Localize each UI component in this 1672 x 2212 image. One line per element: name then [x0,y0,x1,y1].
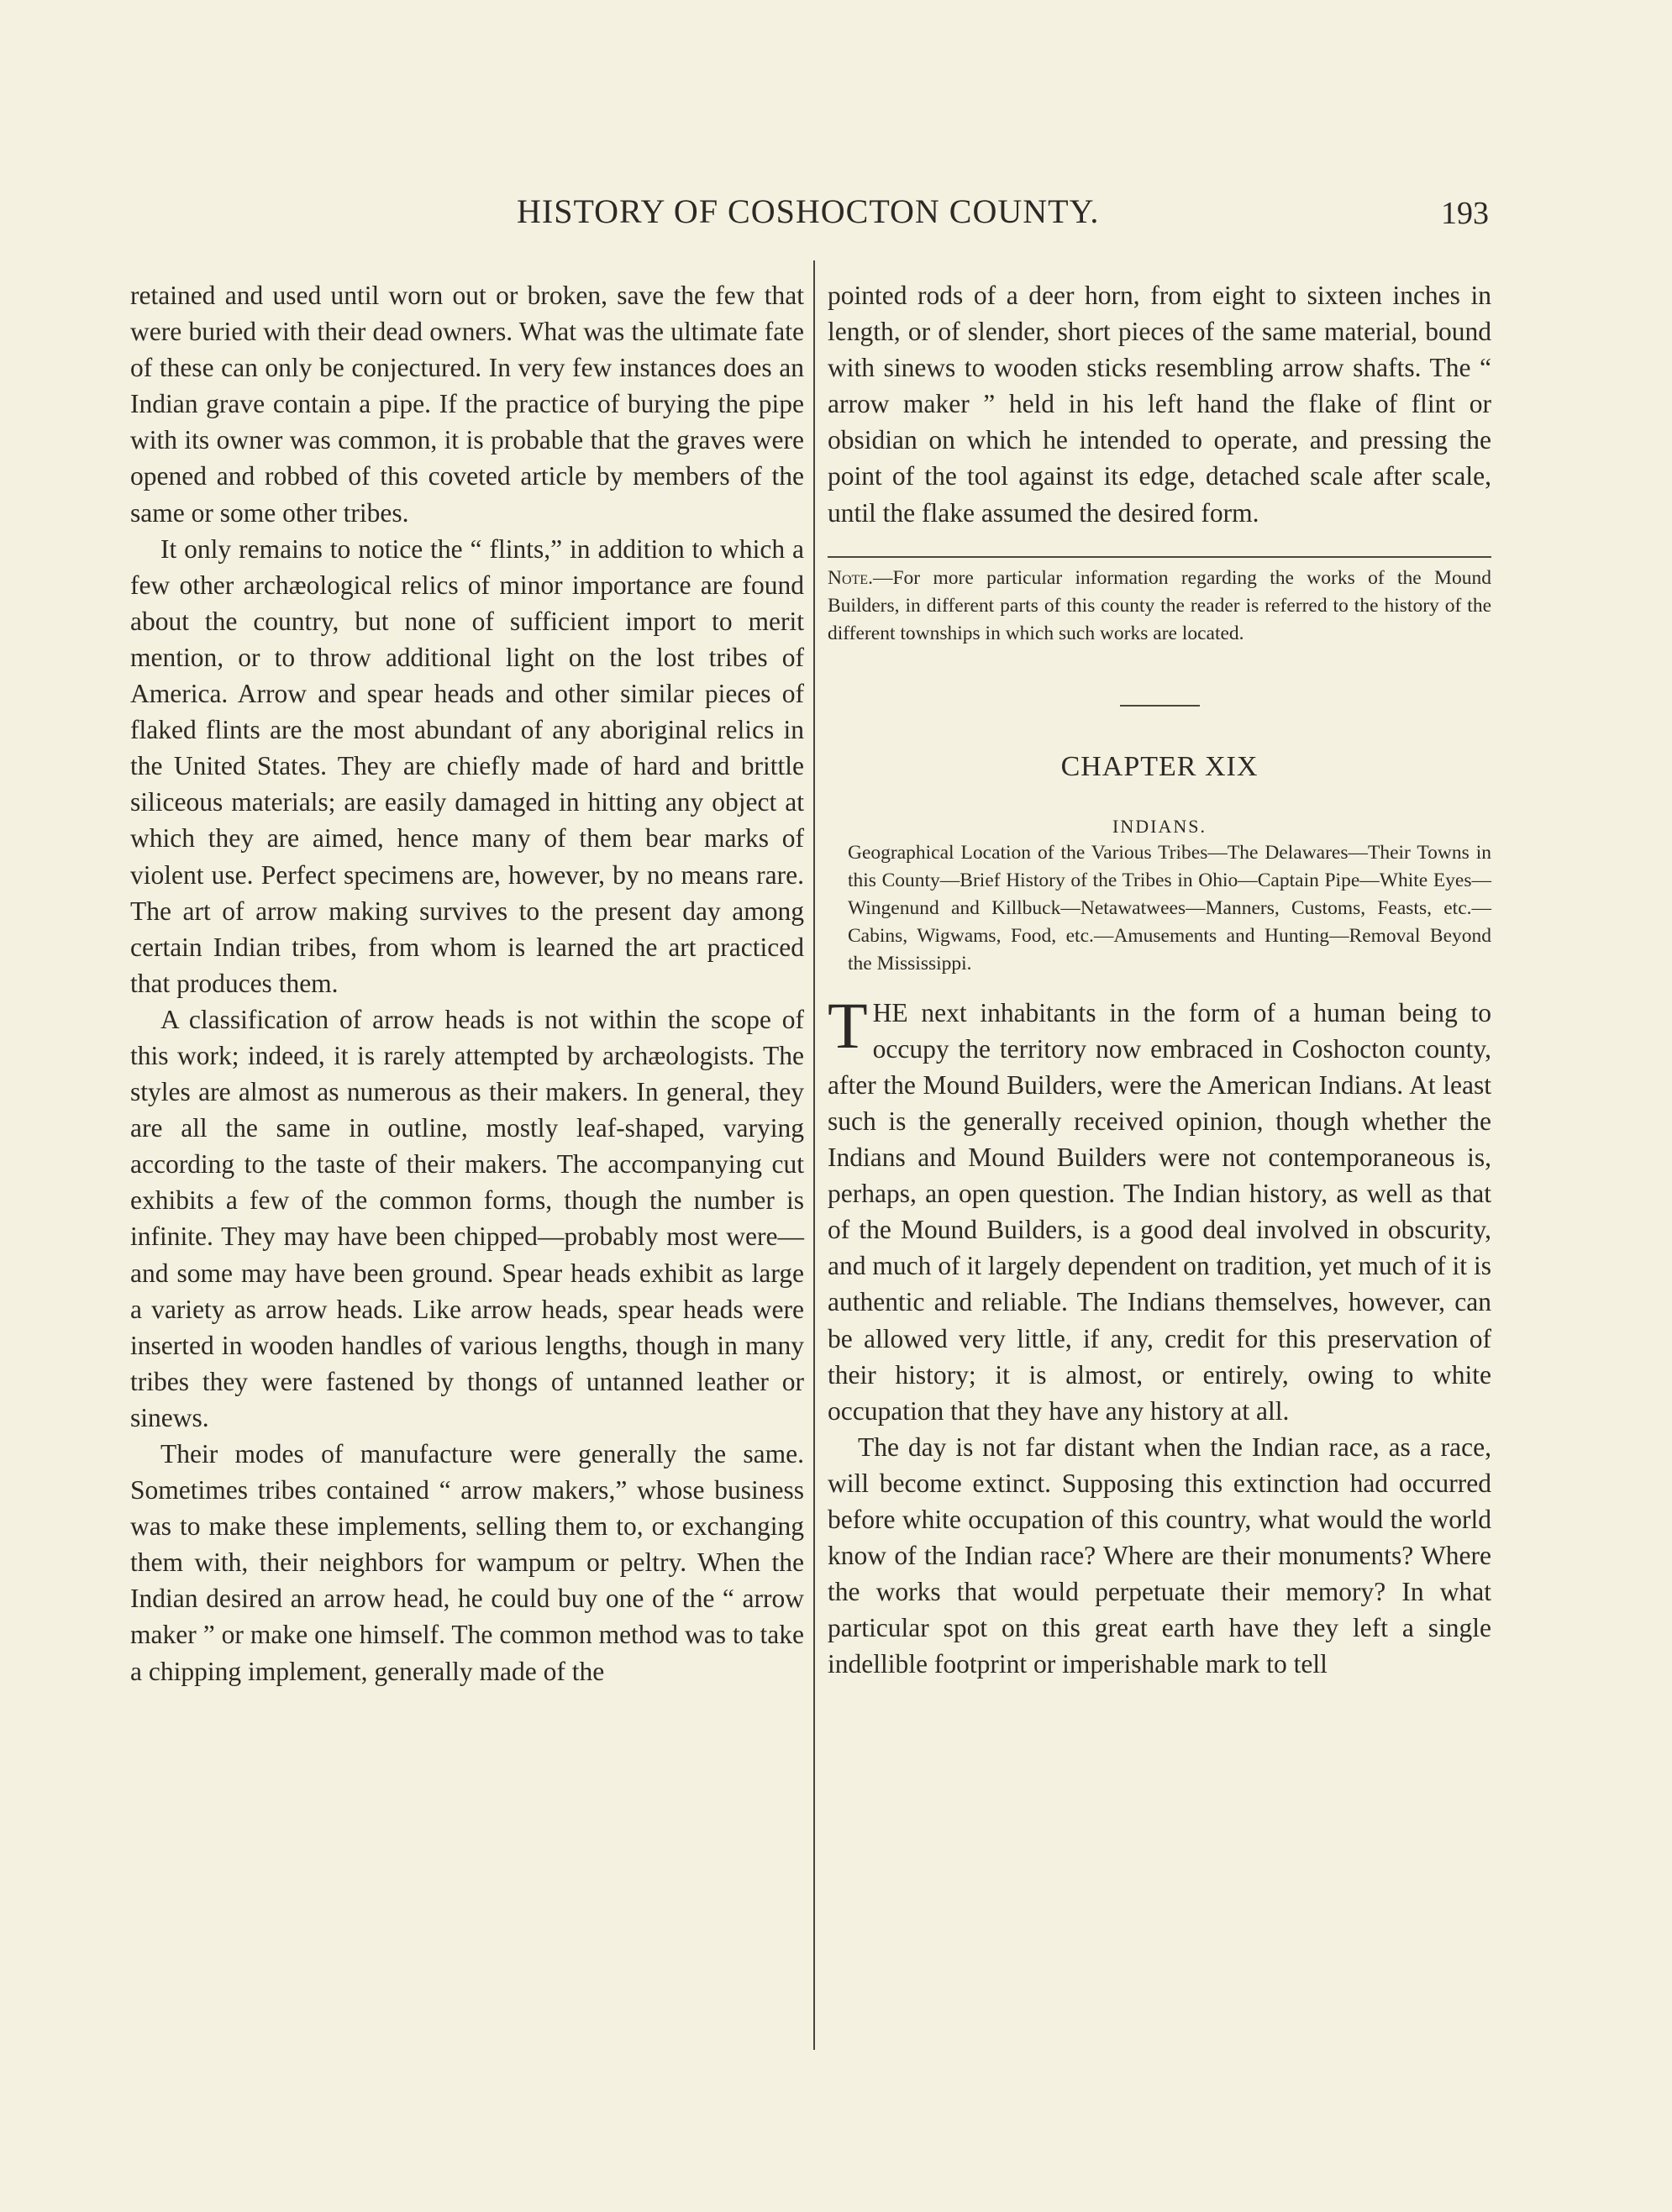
footnote-text: —For more particular information regarding the works of the Mound Builders, in different parts of this county the reader is referred to the history of the different townships in which such works are located. [828,566,1491,644]
page-number: 193 [1441,196,1489,231]
chapter-heading: CHAPTER XIX [1060,750,1259,782]
footnote [828,565,1491,648]
left-column [130,277,804,1689]
column-divider [813,260,815,2050]
chapter-subtitle: INDIANS. [1112,815,1207,837]
chapter-body [828,988,1491,1683]
running-title: HISTORY OF COSHOCTON COUNTY. [517,192,1100,230]
drop-cap: T [828,988,868,1062]
paragraph: It only remains to notice the “ flints,” in addition to which a few other archæological relics of minor importance are found about the country, but none of sufficient import to merit mention, or to throw additional light on the lost tribes of America. Arrow and spear heads and other similar pieces of flaked flints are the most abundant of any aboriginal relics in the United States. They are chiefly made of hard and brittle siliceous materials; are easily damaged in hitting any object at which they are aimed, hence many of them bear marks of violent use. Perfect specimens are, however, by no means rare. The art of arrow making survives to the present day among certain Indian tribes, from whom is learned the art practiced that produces them. [130,533,804,998]
footnote-rule [828,556,1491,558]
paragraph: A classification of arrow heads is not within the scope of this work; indeed, it is rarely attempted by archæologists. The styles are almost as numerous as their makers. In general, they are all the same in outline, mostly leaf-shaped, varying according to the taste of their makers. The accompanying cut exhibits a few of the common forms, though the number is infinite. They may have been chipped—probably most were—and some may have been ground. Spear heads exhibit as large a variety as arrow heads. Like arrow heads, spear heads were inserted in wooden handles of various lengths, though in many tribes they were fastened by thongs of untanned leather or sinews. [130,1004,804,1432]
paragraph-text: HE next inhabitants in the form of a human being to occupy the territory now embraced in Coshocton county, after the Mound Builders, were the American Indians. At least such is the generally received opinion, though whether the Indians and Mound Builders were not contemporaneous is, perhaps, an open question. The Indian history, as well as that of the Mound Builders, is a good deal involved in obscurity, and much of it largely dependent on tradition, yet much of it is authentic and reliable. The Indians themselves, however, can be allowed very little, if any, credit for this preservation of their history; it is almost, or entirely, owing to white occupation that they have any history at all. [828,997,1491,1426]
paragraph: retained and used until worn out or broken, save the few that were buried with their dead owners. What was the ultimate fate of these can only be conjectured. In very few instances does an Indian grave contain a pipe. If the practice of burying the pipe with its owner was common, it is probable that the graves were opened and robbed of this coveted article by members of the same or some other tribes. [130,281,804,528]
chapter-synopsis: Geographical Location of the Various Tribes—The Delawares—Their Towns in this County—Brief History of the Tribes in Ohio—Captain Pipe—White Eyes—Wingenund and Killbuck—Netawatwees—Manners, Customs, Feasts, etc.—Cabins, Wigwams, Food, etc.—Amusements and Hunting—Removal Beyond the Mississippi. [848,841,1491,975]
paragraph: The day is not far distant when the Indian race, as a race, will become extinct. Supposing this extinction had occurred before white occupation of this country, what would the world know of the Indian race? Where are their monuments? Where the works that would perpetuate their memory? In what particular spot on this great earth have they left a single indellible footprint or imperishable mark to tell [828,1432,1491,1679]
paragraph: Their modes of manufacture were generally the same. Sometimes tribes contained “ arrow makers,” whose business was to make these implements, selling them to, or exchanging them with, their neighbors for wampum or peltry. When the Indian desired an arrow head, he could buy one of the “ arrow maker ” or make one himself. The common method was to take a chipping implement, generally made of the [130,1439,804,1686]
section-divider [1120,705,1200,707]
footnote-label: Note. [828,566,873,589]
paragraph [828,988,1491,1429]
paragraph-continuation: pointed rods of a deer horn, from eight to sixteen inches in length, or of slender, short pieces of the same material, bound with sinews to wooden sticks resembling arrow shafts. The “ arrow maker ” held in his left hand the flake of flint or obsidian on which he intended to operate, and pressing the point of the tool against its edge, detached scale after scale, until the flake assumed the desired form. [828,281,1491,528]
right-column [828,277,1491,1682]
